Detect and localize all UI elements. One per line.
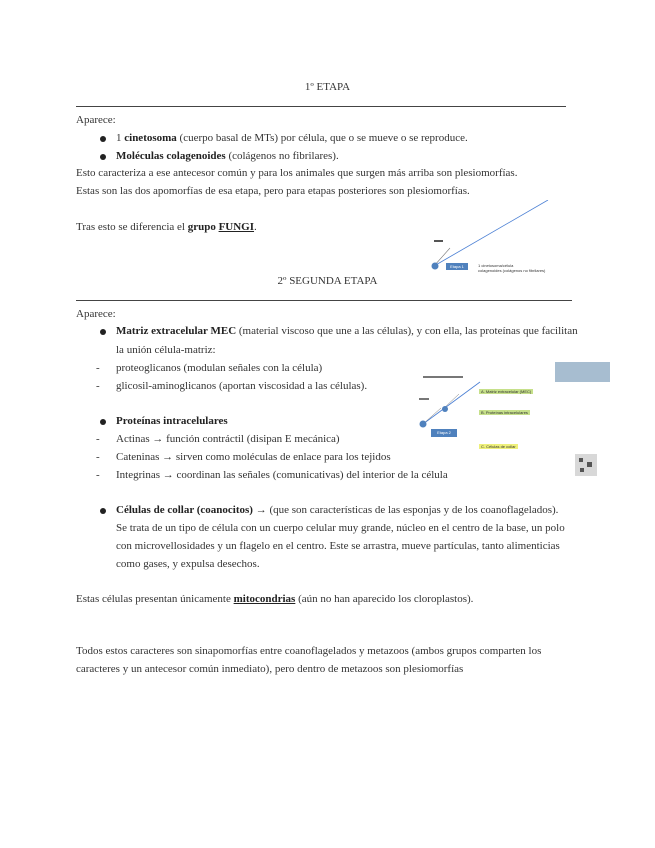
bullet-dot	[100, 154, 106, 160]
stage2-divider	[76, 300, 572, 301]
bullet-cinetosoma: 1 cinetosoma (cuerpo basal de MTs) por célula, que o se mueve o se reproduce.	[116, 132, 468, 144]
collar-line-3: con microvellosidades y un flagelo en el centro. Este se arrastra, mueve partículas, tanto alimenticias	[116, 540, 560, 552]
collar-line-2: Se trata de un tipo de célula con un cuerpo celular muy grande, núcleo en el centro de la base, un polo	[116, 522, 565, 534]
figure-stage2	[415, 362, 615, 477]
dash-marker: -	[96, 451, 100, 463]
dash-cateninas: Cateninas → sirven como moléculas de enlace para los tejidos	[116, 451, 391, 463]
stage2-title: 2º SEGUNDA ETAPA	[277, 275, 378, 287]
dash-glicosil: glicosil-aminoglicanos (aportan viscosidad a las células).	[116, 380, 368, 392]
figure1-text-1: 1 cinetosoma/célula	[478, 263, 514, 268]
figure2-item-c: C. Células de collar	[481, 444, 516, 449]
bullet-collar: Células de collar (coanocitos) → (que son características de las esponjas y de los coanoflagelados).	[116, 504, 559, 516]
figure2-item-a: A. Matriz extracelular (MEC)	[481, 389, 532, 394]
fungi-line: Tras esto se diferencia el grupo FUNGI.	[76, 221, 257, 233]
figure1-box: Etapa 1	[446, 263, 468, 270]
stage1-divider	[76, 106, 566, 107]
dash-proteoglicanos: proteoglicanos (modulan señales con la célula)	[116, 362, 323, 374]
mitocondrias-line: Estas células presentan únicamente mitocondrias (aún no han aparecido los cloroplastos).	[76, 593, 474, 605]
dash-marker: -	[96, 433, 100, 445]
dash-marker: -	[96, 362, 100, 374]
mec-line-2: la unión célula-matriz:	[116, 344, 216, 356]
stage1-appears: Aparece:	[76, 114, 116, 126]
bullet-dot	[100, 419, 106, 425]
figure1-text-2: colagenoides (colágenos no fibrilares)	[478, 268, 546, 273]
figure2-box: Etapa 2	[431, 429, 457, 437]
stage1-paragraph-2: Estas son las dos apomorfías de esa etapa, pero para etapas posteriores son plesiomorfías.	[76, 185, 470, 197]
bullet-dot	[100, 136, 106, 142]
bullet-proteinas: Proteínas intracelulares	[116, 415, 228, 427]
bullet-dot	[100, 329, 106, 335]
dash-actinas: Actinas → función contráctil (disipan E mecánica)	[116, 433, 340, 445]
figure-stage1	[420, 200, 580, 280]
dash-integrinas: Integrinas → coordinan las señales (comunicativas) del interior de la célula	[116, 469, 448, 481]
dash-marker: -	[96, 469, 100, 481]
bullet-colagenoides: Moléculas colagenoides (colágenos no fibrilares).	[116, 150, 339, 162]
final-line-2: caracteres y un antecesor común inmediato), pero dentro de metazoos son plesiomorfías	[76, 663, 464, 675]
figure-stage2-diagram	[415, 362, 615, 477]
collar-line-4: como gases, y expulsa desechos.	[116, 558, 260, 570]
stage1-title: 1º ETAPA	[304, 81, 351, 93]
stage2-appears: Aparece:	[76, 308, 116, 320]
bullet-dot	[100, 508, 106, 514]
dash-marker: -	[96, 380, 100, 392]
bullet-mec: Matriz extracelular MEC (material viscoso que une a las células), y con ella, las proteínas que facilitan	[116, 325, 578, 337]
stage1-paragraph-1: Esto caracteriza a ese antecesor común y para los animales que surgen más arriba son plesiomorfías.	[76, 167, 518, 179]
final-line-1: Todos estos caracteres son sinapomorfías entre coanoflagelados y metazoos (ambos grupos comparten los	[76, 645, 542, 657]
figure2-item-b: B. Proteínas intracelulares	[481, 410, 528, 415]
